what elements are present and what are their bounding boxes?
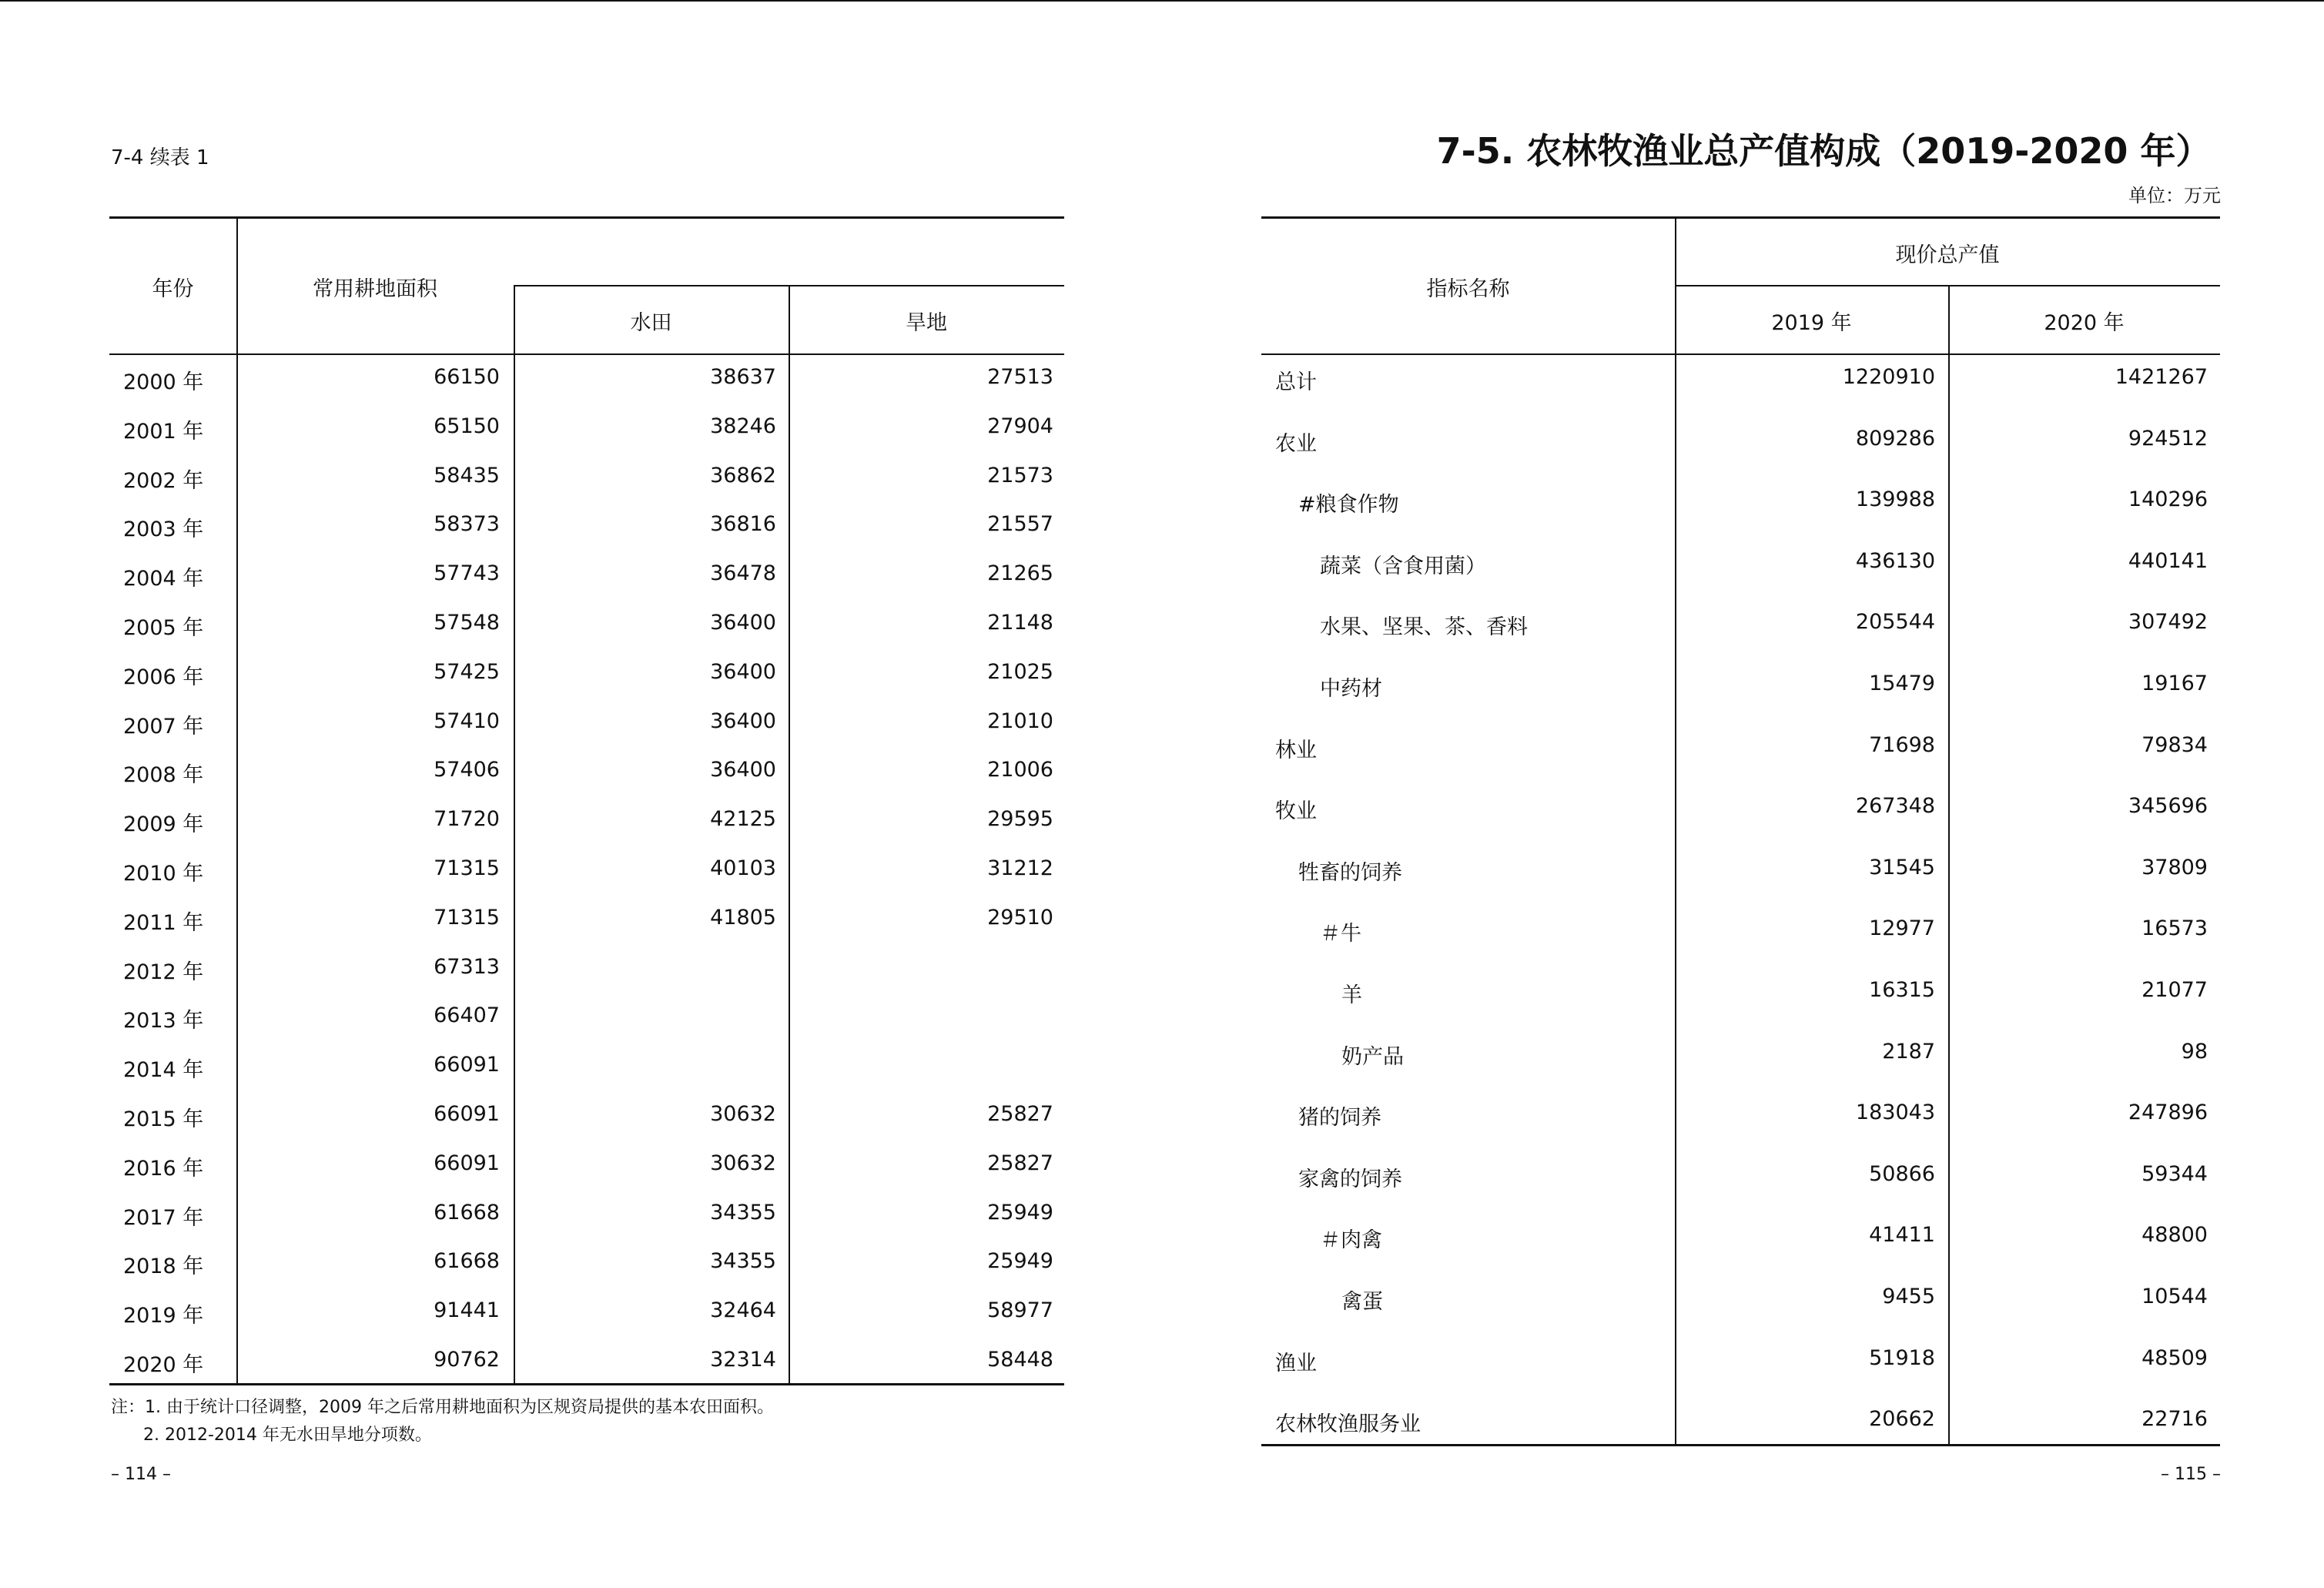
cell-2020: 98 [2181,1039,2208,1064]
header-2019: 2019 年 [1771,311,1852,335]
cell-year: 2016 年 [123,1156,204,1181]
cell-2019: 51918 [1869,1345,1935,1370]
cell-total: 66091 [434,1101,500,1126]
cell-year: 2010 年 [123,861,204,886]
table-row [109,1191,1064,1240]
cell-2019: 50866 [1869,1161,1935,1186]
cell-indicator-name: 羊 [1341,983,1362,1007]
cell-2020: 247896 [2128,1101,2208,1125]
cell-2019: 183043 [1855,1101,1935,1125]
cell-total: 66150 [434,365,500,389]
table-row [1261,846,2220,907]
cell-2019: 2187 [1882,1039,1935,1064]
cell-paddy: 36400 [710,610,776,635]
cell-2019: 41411 [1869,1223,1935,1248]
table-row [109,502,1064,551]
table-row [1261,1030,2220,1091]
cell-year: 2012 年 [123,960,204,984]
table-row [109,650,1064,699]
cell-2020: 59344 [2141,1161,2208,1186]
table-row [1261,477,2220,539]
header-paddy-field: 水田 [630,311,672,335]
note-2: 2. 2012-2014 年无水田旱地分项数。 [143,1426,432,1445]
cell-2020: 440141 [2128,548,2208,573]
cell-2019: 16315 [1869,977,1935,1002]
cell-2019: 20662 [1869,1407,1935,1432]
cell-paddy: 36862 [710,463,776,487]
cell-indicator-name: 牲畜的饲养 [1298,860,1402,885]
cell-indicator-name: 蔬菜（含食用菌） [1320,554,1486,578]
table-row [1261,662,2220,723]
table-row [109,454,1064,503]
cell-dry: 21025 [987,659,1053,684]
cell-year: 2018 年 [123,1255,204,1279]
table-body [109,355,1064,1387]
cell-indicator-name: 总计 [1275,370,1317,394]
cell-2019: 205544 [1855,610,1935,635]
cell-2020: 37809 [2141,855,2208,879]
cell-indicator-name: 奶产品 [1341,1044,1404,1069]
cell-paddy: 38637 [710,365,776,389]
cell-total: 91441 [434,1298,500,1323]
cell-total: 61668 [434,1249,500,1274]
table-row [1261,417,2220,478]
table-row [1261,1397,2220,1459]
cell-2019: 12977 [1869,916,1935,941]
cell-dry: 21006 [987,758,1053,782]
table-row [109,601,1064,650]
cell-total: 57425 [434,659,500,684]
cell-2019: 809286 [1855,426,1935,451]
table-row [109,993,1064,1043]
table-row [1261,784,2220,846]
cell-paddy: 42125 [710,807,776,832]
table-row [109,748,1064,797]
cell-paddy: 32464 [710,1298,776,1323]
cell-paddy: 30632 [710,1101,776,1126]
table-row [1261,968,2220,1030]
cell-total: 65150 [434,414,500,438]
cell-year: 2005 年 [123,615,204,640]
cell-dry: 21010 [987,709,1053,733]
table-row [109,1338,1064,1387]
cell-2020: 16573 [2141,916,2208,941]
cell-indicator-name: 农业 [1275,431,1317,456]
cell-indicator-name: 水果、坚果、茶、香料 [1320,615,1528,640]
cell-year: 2003 年 [123,518,204,542]
cell-2019: 31545 [1869,855,1935,879]
cell-2020: 307492 [2128,610,2208,635]
cell-2020: 48800 [2141,1223,2208,1248]
table-row [109,355,1064,404]
cell-2020: 21077 [2141,977,2208,1002]
cell-year: 2008 年 [123,763,204,788]
table-body [1261,355,2220,1459]
cell-2019: 139988 [1855,487,1935,512]
cell-2020: 345696 [2128,794,2208,819]
cell-paddy: 38246 [710,414,776,438]
cell-2020: 48509 [2141,1345,2208,1370]
table-row [109,1092,1064,1141]
unit-label: 单位：万元 [2128,185,2221,206]
table-row [1261,1152,2220,1214]
cell-year: 2013 年 [123,1009,204,1034]
header-current-value: 现价总产值 [1895,243,2000,267]
cell-dry: 21265 [987,561,1053,586]
table-row [1261,906,2220,968]
cell-total: 71315 [434,905,500,930]
cell-2020: 10544 [2141,1284,2208,1308]
table-row [109,1141,1064,1191]
table-label: 7-4 续表 1 [111,146,209,169]
cell-dry: 25827 [987,1101,1053,1126]
cell-indicator-name: 猪的饲养 [1298,1106,1381,1131]
page-number: – 115 – [2161,1465,2221,1484]
table-row [1261,1275,2220,1336]
cell-year: 2002 年 [123,468,204,493]
cell-year: 2000 年 [123,370,204,394]
table-row [109,1043,1064,1092]
cell-paddy: 36816 [710,512,776,537]
cell-paddy: 41805 [710,905,776,930]
cell-total: 71720 [434,807,500,832]
cell-indicator-name: 牧业 [1275,799,1317,824]
table-row [1261,1213,2220,1275]
header-total-farmland: 常用耕地面积 [313,277,437,301]
cell-paddy: 34355 [710,1249,776,1274]
table-row [1261,600,2220,662]
cell-total: 57548 [434,610,500,635]
cell-2019: 436130 [1855,548,1935,573]
cell-dry: 21557 [987,512,1053,537]
table-row [1261,539,2220,601]
cell-2019: 71698 [1869,732,1935,757]
table-notes [111,1394,774,1449]
table-top-rule [109,216,1064,219]
cell-paddy: 36400 [710,659,776,684]
cell-total: 71315 [434,856,500,880]
table-top-rule [1261,216,2220,219]
cell-total: 58373 [434,512,500,537]
cell-year: 2006 年 [123,665,204,689]
cell-year: 2019 年 [123,1304,204,1328]
cell-year: 2020 年 [123,1352,204,1377]
header-dry-land: 旱地 [906,311,947,335]
cell-indicator-name: 农林牧渔服务业 [1275,1412,1421,1437]
cell-2020: 1421267 [2115,365,2208,389]
table-row [109,896,1064,945]
cell-year: 2014 年 [123,1058,204,1083]
header-2020: 2020 年 [2044,311,2125,335]
cell-indicator-name: 禽蛋 [1341,1289,1383,1314]
table-row [109,699,1064,749]
cell-indicator-name: 家禽的饲养 [1298,1167,1402,1191]
cell-dry: 29595 [987,807,1053,832]
cell-total: 66091 [434,1151,500,1175]
cell-year: 2007 年 [123,714,204,739]
cell-2019: 15479 [1869,671,1935,695]
table-row [109,797,1064,846]
cell-total: 61668 [434,1200,500,1225]
cell-dry: 31212 [987,856,1053,880]
cell-total: 57743 [434,561,500,586]
cell-2019: 9455 [1882,1284,1935,1308]
cell-dry: 25827 [987,1151,1053,1175]
cell-paddy: 36400 [710,709,776,733]
cell-total: 57410 [434,709,500,733]
cell-dry: 58448 [987,1347,1053,1372]
cell-2020: 924512 [2128,426,2208,451]
table-row [109,551,1064,601]
cell-2020: 19167 [2141,671,2208,695]
cell-year: 2004 年 [123,567,204,591]
cell-dry: 25949 [987,1249,1053,1274]
cell-paddy: 32314 [710,1347,776,1372]
page-number: – 114 – [111,1465,171,1484]
cell-year: 2017 年 [123,1205,204,1230]
cell-paddy: 40103 [710,856,776,880]
cell-2020: 79834 [2141,732,2208,757]
table-row [1261,1336,2220,1398]
header-year: 年份 [152,277,194,301]
cell-paddy: 36478 [710,561,776,586]
table-row [109,846,1064,896]
cell-indicator-name: #粮食作物 [1298,493,1399,518]
table-row [109,945,1064,994]
cell-paddy: 36400 [710,758,776,782]
cell-dry: 58977 [987,1298,1053,1323]
table-row [109,1288,1064,1338]
cell-year: 2009 年 [123,812,204,837]
header-sub-rule [1675,285,2220,286]
cell-year: 2015 年 [123,1107,204,1131]
cell-dry: 29510 [987,905,1053,930]
cell-dry: 21148 [987,610,1053,635]
cell-indicator-name: 中药材 [1320,676,1382,701]
header-indicator-name: 指标名称 [1426,277,1510,301]
cell-2020: 140296 [2128,487,2208,512]
cell-total: 57406 [434,758,500,782]
cell-paddy: 34355 [710,1200,776,1225]
cell-year: 2001 年 [123,419,204,444]
cell-total: 58435 [434,463,500,487]
table-row [1261,1090,2220,1152]
cell-dry: 25949 [987,1200,1053,1225]
page-title: 7-5. 农林牧渔业总产值构成（2019-2020 年） [1436,130,2212,172]
table-row [1261,355,2220,417]
cell-total: 67313 [434,954,500,979]
cell-total: 66091 [434,1053,500,1077]
cell-total: 66407 [434,1003,500,1028]
cell-total: 90762 [434,1347,500,1372]
table-row [109,1239,1064,1288]
cell-paddy: 30632 [710,1151,776,1175]
cell-dry: 27513 [987,365,1053,389]
cell-2019: 267348 [1855,794,1935,819]
cell-indicator-name: ＃肉禽 [1320,1228,1382,1253]
right-page [1162,0,2324,1588]
cell-2019: 1220910 [1842,365,1935,389]
table-row [109,404,1064,454]
cell-indicator-name: 林业 [1275,738,1317,762]
note-1: 注：1. 由于统计口径调整，2009 年之后常用耕地面积为区规资局提供的基本农田面积。 [111,1398,774,1417]
cell-dry: 21573 [987,463,1053,487]
cell-2020: 22716 [2141,1407,2208,1432]
cell-dry: 27904 [987,414,1053,438]
cell-year: 2011 年 [123,910,204,935]
table-row [1261,723,2220,785]
cell-indicator-name: ＃牛 [1320,922,1361,946]
cell-indicator-name: 渔业 [1275,1351,1317,1375]
